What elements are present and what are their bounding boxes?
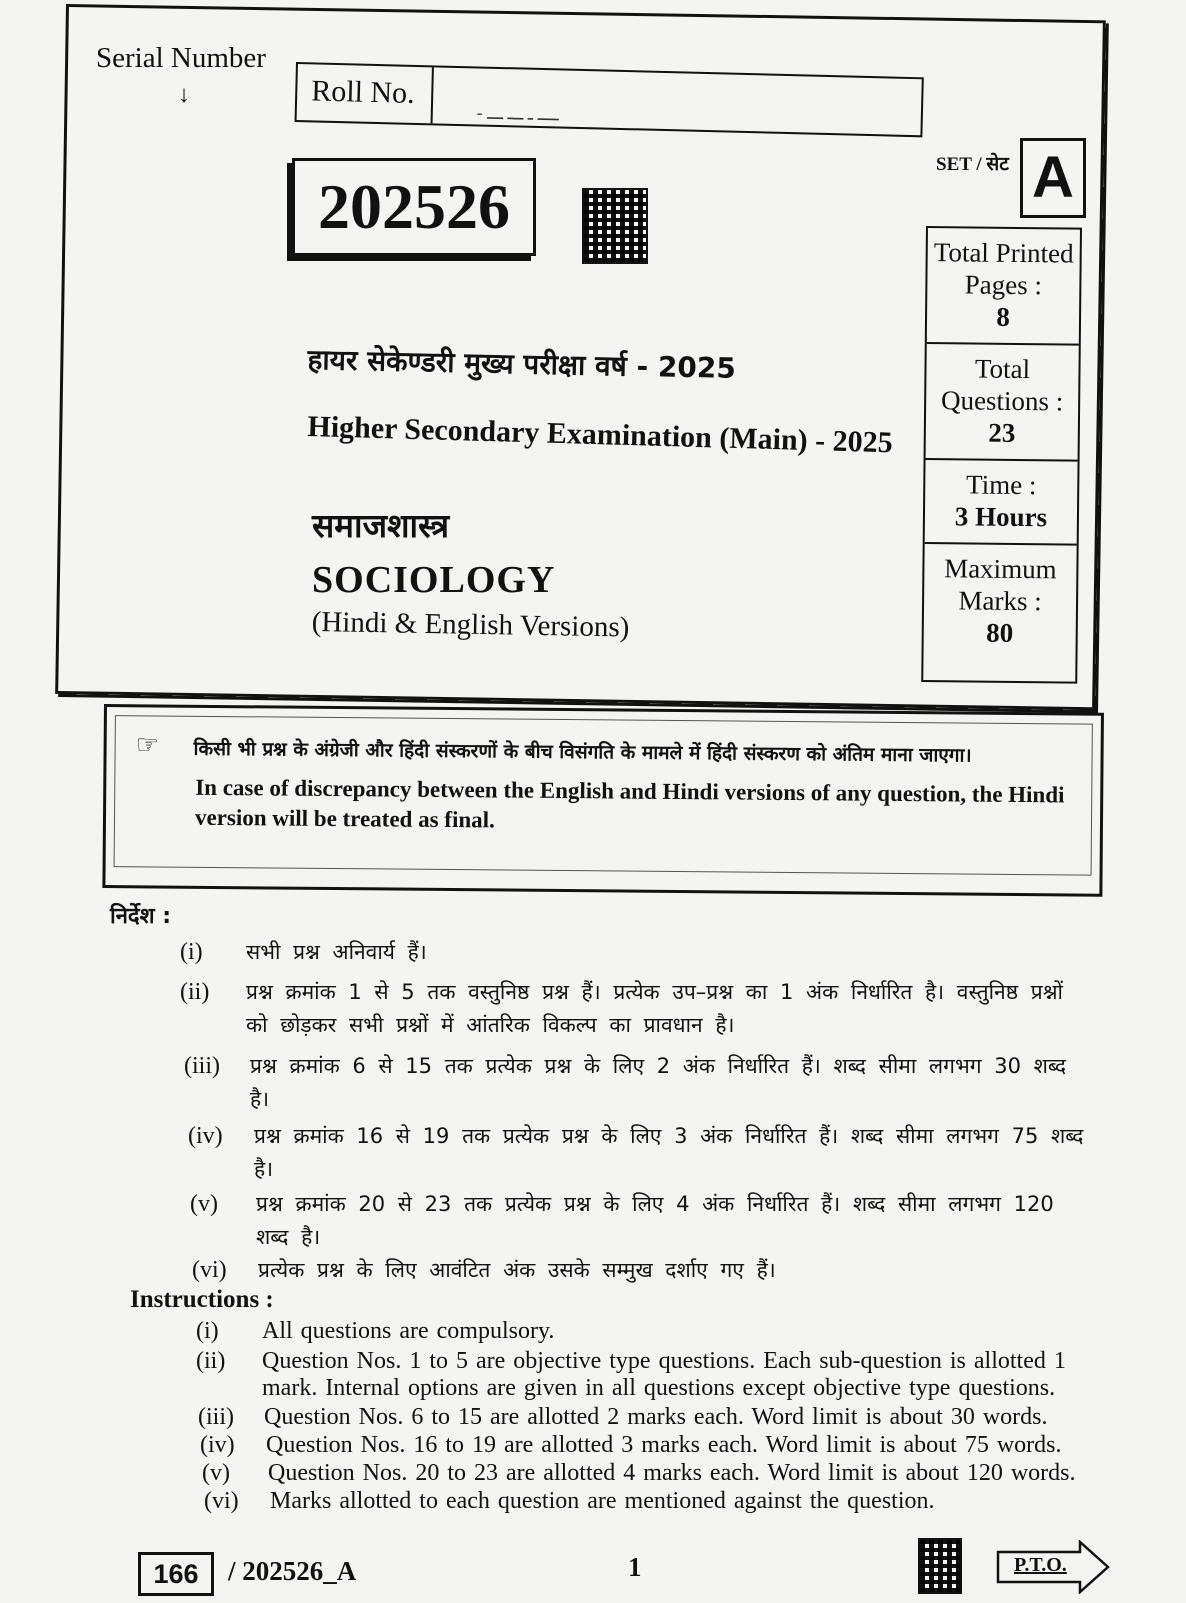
info-label: Total Questions :: [940, 353, 1064, 417]
pto-arrow: [996, 1540, 1110, 1594]
info-label: Total Printed Pages :: [933, 237, 1074, 301]
item-number: (iv): [188, 1123, 223, 1149]
item-number: (i): [196, 1318, 219, 1344]
subject-english: SOCIOLOGY: [312, 559, 556, 601]
qr-code-icon: [918, 1538, 962, 1594]
notice-inner-frame: [114, 715, 1093, 876]
direction-item: [190, 1188, 1110, 1258]
item-number: (iii): [184, 1053, 220, 1079]
item-text: Question Nos. 20 to 23 are allotted 4 marks each. Word limit is about 120 words.: [268, 1460, 1076, 1486]
set-value-box: A: [1020, 138, 1086, 218]
instruction-item: [200, 1432, 1110, 1460]
direction-item: [180, 936, 1100, 972]
item-text: प्रश्न क्रमांक 20 से 23 तक प्रत्येक प्रश्न के लिए 4 अंक निर्धारित हैं। शब्द सीमा लगभग 120 शब्द है।: [256, 1192, 1054, 1249]
page-number: 1: [628, 1552, 642, 1582]
down-arrow-icon: ↓: [178, 82, 190, 108]
directions-heading: निर्देश :: [110, 904, 172, 929]
item-text: प्रत्येक प्रश्न के लिए आवंटित अंक उसके सम्मुख दर्शाए गए हैं।: [258, 1258, 776, 1282]
item-number: (v): [202, 1460, 230, 1486]
versions-note: (Hindi & English Versions): [311, 606, 630, 644]
booklet-number-box: 166: [138, 1552, 214, 1596]
item-text: Question Nos. 1 to 5 are objective type questions. Each sub-question is allotted 1 mark. Internal options are given in all questions except objective type questions.: [262, 1348, 1066, 1401]
pointing-hand-icon: ☞: [135, 730, 160, 760]
instruction-item: [202, 1460, 1112, 1488]
item-text: प्रश्न क्रमांक 16 से 19 तक प्रत्येक प्रश्न के लिए 3 अंक निर्धारित हैं। शब्द सीमा लगभग 75 शब्द है।: [254, 1124, 1084, 1181]
item-text: Question Nos. 16 to 19 are allotted 3 marks each. Word limit is about 75 words.: [266, 1432, 1062, 1458]
item-text: All questions are compulsory.: [262, 1318, 555, 1344]
item-text: Question Nos. 6 to 15 are allotted 2 marks each. Word limit is about 30 words.: [264, 1404, 1048, 1430]
info-value: 3 Hours: [954, 501, 1048, 533]
item-text: Marks allotted to each question are mentioned against the question.: [270, 1488, 935, 1514]
qr-code-icon: [582, 188, 648, 264]
item-number: (iv): [200, 1432, 235, 1458]
direction-item: [180, 976, 1100, 1046]
info-label: Time :: [965, 469, 1037, 501]
handwriting-mark: - ــــ ـ ـــ ـــ: [476, 102, 560, 125]
direction-item: [188, 1120, 1108, 1190]
pto-label: P.T.O.: [1014, 1554, 1067, 1576]
item-text: प्रश्न क्रमांक 1 से 5 तक वस्तुनिष्ठ प्रश्न हैं। प्रत्येक उप–प्रश्न का 1 अंक निर्धारित है। वस्तुनिष्ठ प्रश्नों को छोड़कर सभी प्रश्नों में आंतरिक विकल्प का प्रावधान है।: [246, 980, 1063, 1037]
instructions-heading: Instructions :: [130, 1286, 274, 1313]
info-printed-pages: [927, 228, 1080, 346]
set-label: SET / सेट: [936, 154, 1009, 175]
page-code: / 202526_A: [228, 1556, 357, 1586]
instruction-item: [198, 1404, 1108, 1432]
item-text: सभी प्रश्न अनिवार्य हैं।: [246, 940, 427, 964]
item-number: (iii): [198, 1404, 234, 1430]
exam-title-english: Higher Secondary Examination (Main) - 2025: [307, 410, 894, 460]
info-value: 8: [996, 301, 1010, 332]
info-label: Maximum Marks :: [944, 553, 1057, 617]
info-total-questions: [926, 344, 1079, 462]
exam-title-hindi: हायर सेकेण्डरी मुख्य परीक्षा वर्ष - 2025: [307, 342, 737, 385]
paper-code-box: 202526: [292, 158, 536, 256]
info-maximum-marks: [923, 544, 1076, 660]
item-number: (i): [180, 939, 203, 965]
subject-hindi: समाजशास्त्र: [312, 506, 450, 545]
item-number: (ii): [180, 979, 210, 1005]
info-value: 80: [986, 617, 1014, 648]
notice-english: In case of discrepancy between the English and Hindi versions of any question, the Hindi version will be treated as final.: [194, 774, 1065, 833]
item-number: (v): [190, 1191, 218, 1217]
item-text: प्रश्न क्रमांक 6 से 15 तक प्रत्येक प्रश्न के लिए 2 अंक निर्धारित हैं। शब्द सीमा लगभग 30 शब्द है।: [250, 1054, 1067, 1111]
instruction-item: [196, 1318, 1106, 1346]
direction-item: [192, 1254, 1112, 1290]
instruction-item: [196, 1348, 1106, 1404]
exam-info-box: [921, 226, 1082, 684]
item-number: (vi): [192, 1257, 227, 1283]
roll-number-label: Roll No.: [310, 74, 416, 110]
discrepancy-notice: [102, 704, 1104, 897]
serial-number-label: Serial Number: [96, 42, 266, 74]
instruction-item: [204, 1488, 1114, 1516]
roll-number-divider: [431, 67, 434, 123]
item-number: (ii): [196, 1348, 226, 1374]
item-number: (vi): [204, 1488, 239, 1514]
info-time: [925, 460, 1078, 546]
info-value: 23: [988, 417, 1016, 448]
direction-item: [184, 1050, 1104, 1120]
notice-hindi: किसी भी प्रश्न के अंग्रेजी और हिंदी संस्करणों के बीच विसंगति के मामले में हिंदी संस्करण को अंतिम माना जाएगा।: [193, 737, 972, 767]
